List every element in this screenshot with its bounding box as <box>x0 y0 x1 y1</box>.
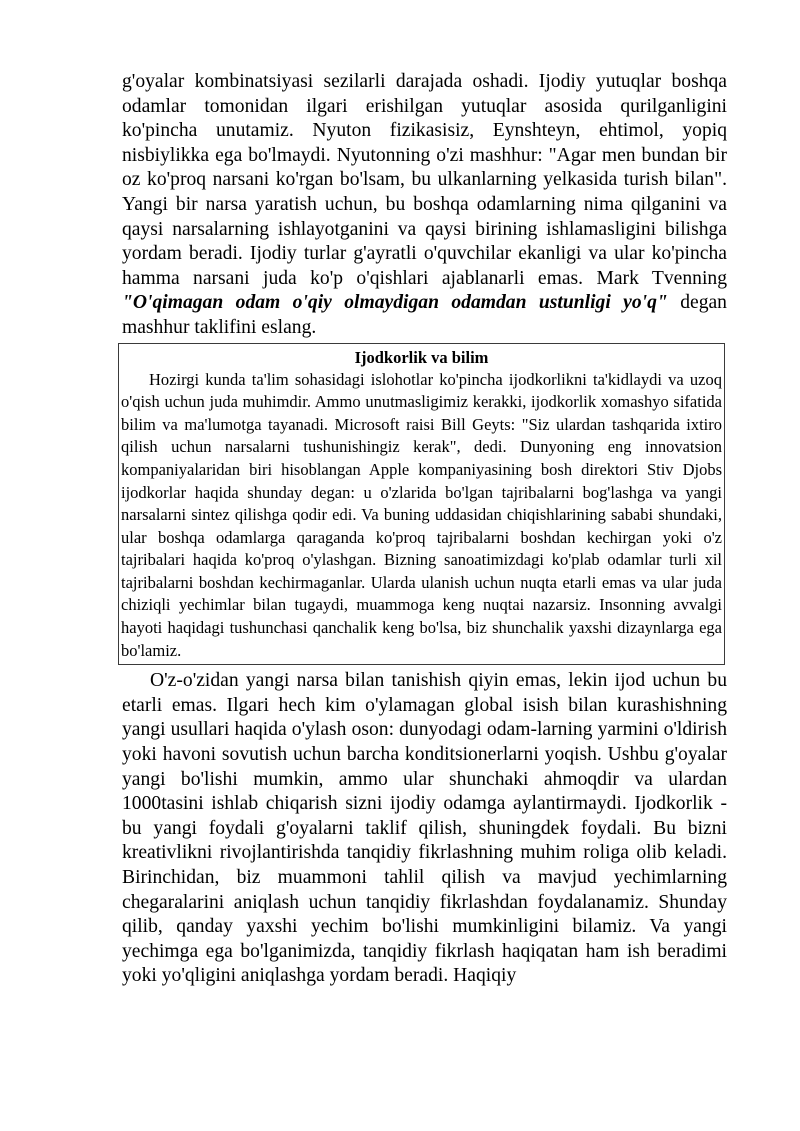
closing-paragraph: O'z-o'zidan yangi narsa bilan tanishish qiyin emas, lekin ijod uchun bu etarli emas. Ilgari hech kim o'ylamagan global isish bilan kurashishning yangi usullari haqida o'ylash oson: dunyodagi odam-larning yarmini o'ldirish yoki havoni sovutish uchun barcha konditsionerlarni yoqish. Ushbu g'oyalar yangi bo'lishi mumkin, ammo ular shunchaki ahmoqdir va ulardan 1000tasini ishlab chiqarish sizni ijodiy odamga aylantirmaydi. Ijodkorlik - bu yangi foydali g'oyalarni taklif qilish, shuningdek foydali. Bu bizni kreativlikni rivojlantirishda tanqidiy fikrlashning muhim roliga olib keladi. Birinchidan, biz muammoni tahlil qilish va mavjud yechimlarning chegaralarini aniqlash uchun tanqidiy fikrlashdan foydalanamiz. Shunday qilib, qanday yaxshi yechim bo'lishi mumkinligini bilamiz. Va yangi yechimga ega bo'lganimizda, tanqidiy fikrlash haqiqatan ham ish beradimi yoki yo'qligini aniqlashga yordam beradi. Haqiqiy <box>122 670 727 987</box>
intro-text: g'oyalar kombinatsiyasi sezilarli darajada oshadi. Ijodiy yutuqlar boshqa odamlar tomonidan ilgari erishilgan yutuqlar asosida qurilganligini ko'pincha unutamiz. Nyuton fizikasisiz, Eynshteyn, ehtimol, yopiq nisbiylikka ega bo'lmaydi. Nyutonning o'zi mashhur: "Agar men bundan bir oz ko'proq narsani ko'rgan bo'lsam, bu ulkanlarning yelkasida turish bilan". Yangi bir narsa yaratish uchun, bu boshqa odamlarning nima qilganini va qaysi narsalarning ishlayotganini va qaysi birining ishlamasligini bilishga yordam beradi. Ijodiy turlar g'ayratli o'quvchilar ekanligi va ular ko'pincha hamma narsani juda ko'p o'qishlari ajablanarli emas. Mark Tvenning <box>122 71 727 289</box>
sidebar-box-title: Ijodkorlik va bilim <box>354 347 489 367</box>
sidebar-box-text: Hozirgi kunda ta'lim sohasidagi islohotlar ko'pincha ijodkorlikni ta'kidlaydi va uzoq o'qish uchun juda muhimdir. Ammo unutmasligimiz kerakki, ijodkorlik xomashyo sifatida bilim va ma'lumotga tayanadi. Microsoft raisi Bill Geyts: "Siz ulardan tashqarida ixtiro qilish uchun narsalarni tushunishingiz kerak", dedi. Dunyoning eng innovatsion kompaniyalaridan biri hisoblangan Apple kompaniyasining bosh direktori Stiv Djobs ijodkorlar haqida shunday degan: u o'zlarida bo'lgan tajribalarni bog'lashga va yangi narsalarni sintez qilishga qodir edi. Va buning uddasidan chiqishlarining sababi shundaki, ular boshqa odamlarga qaraganda ko'proq tajribalarni boshdan kechirgan yoki o'z tajribalari haqida ko'proq o'ylashgan. Bizning sanoatimizdagi ko'plab odamlar turli xil tajribalarni boshdan kechirmaganlar. Ularda ulanish uchun nuqta etarli emas va ular juda chiziqli yechimlar bilan tugaydi, muammoga keng nuqtai nazarsiz. Insonning avvalgi hayoti haqidagi tushunchasi qanchalik keng bo'lsa, biz shunchalik yaxshi dizaynlarga ega bo'lamiz. <box>121 369 722 660</box>
mark-twain-quote: "O'qimagan odam o'qiy olmaydigan odamdan ustunligi yo'q" <box>122 292 668 314</box>
sidebar-box <box>118 343 725 666</box>
intro-text-end: degan mashhur taklifini eslang. <box>122 292 727 338</box>
document-page <box>122 70 727 989</box>
intro-paragraph <box>122 70 727 341</box>
